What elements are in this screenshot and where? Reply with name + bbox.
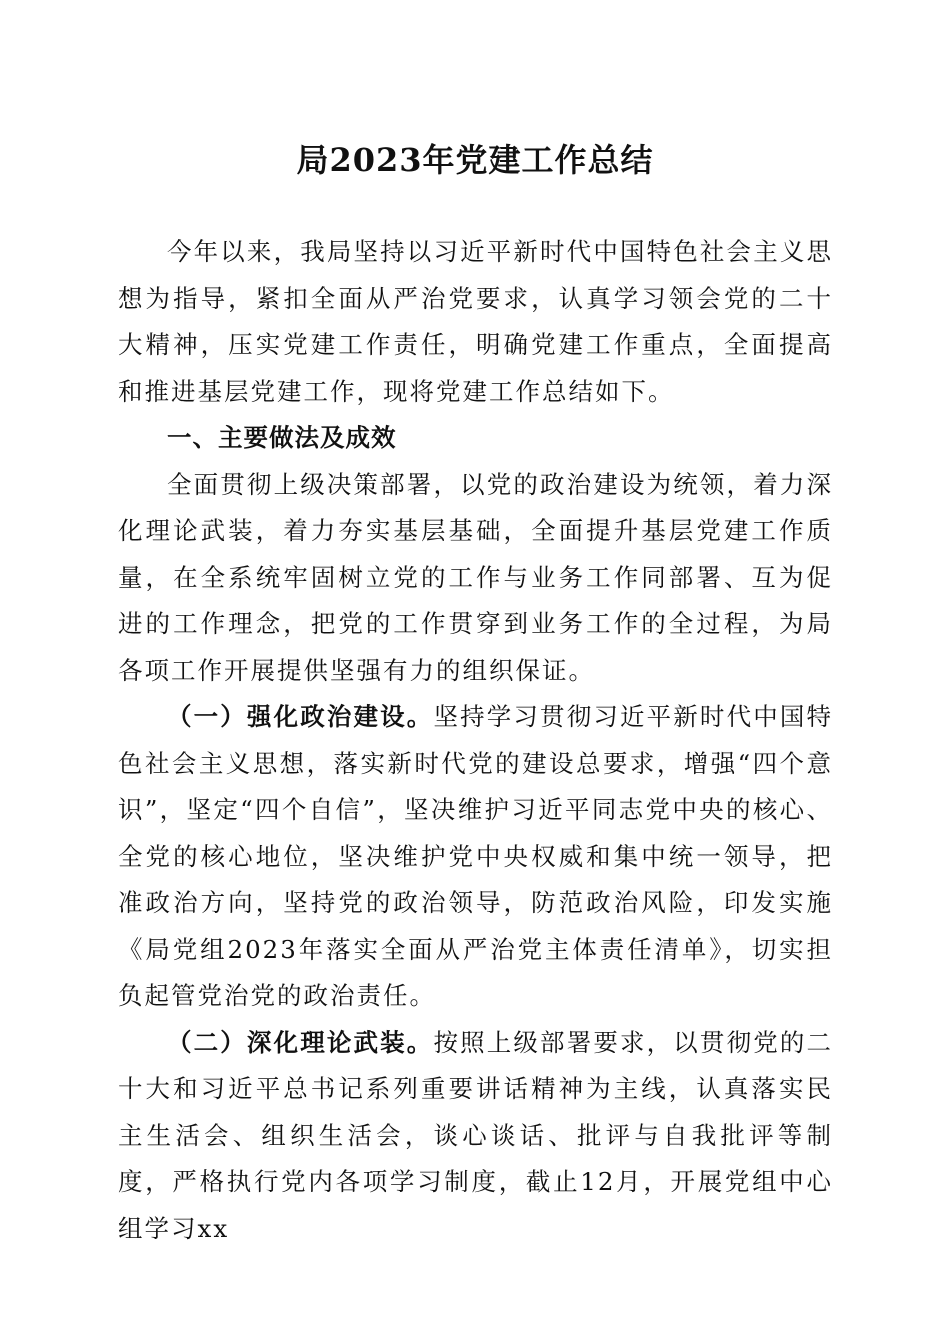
item-lead-theory: （二）深化理论武装。 <box>167 1027 434 1057</box>
item-text-theory: 按照上级部署要求，以贯彻党的二十大和习近平总书记系列重要讲话精神为主线，认真落实民主生活会、组织生活会，谈心谈话、批评与自我批评等制度，严格执行党内各项学习制度，截止12月，开展党组中心组学习xx <box>118 1027 834 1243</box>
item-paragraph-theory <box>118 1020 833 1253</box>
section-heading: 一、主要做法及成效 <box>167 423 397 452</box>
section-summary-paragraph: 全面贯彻上级决策部署，以党的政治建设为统领，着力深化理论武装，着力夯实基层基础，全面提升基层党建工作质量，在全系统牢固树立党的工作与业务工作同部署、互为促进的工作理念，把党的工作贯穿到业务工作的全过程，为局各项工作开展提供坚强有力的组织保证。 <box>118 469 833 685</box>
item-text-political: 坚持学习贯彻习近平新时代中国特色社会主义思想，落实新时代党的建设总要求，增强“四个意识”，坚定“四个自信”，坚决维护习近平同志党中央的核心、全党的核心地位，坚决维护党中央权威和集中统一领导，把准政治方向，坚持党的政治领导，防范政治风险，印发实施《局党组2023年落实全面从严治党主体责任清单》，切实担负起管党治党的政治责任。 <box>118 702 834 1010</box>
item-lead-political: （一）强化政治建设。 <box>167 702 434 731</box>
item-paragraph-political <box>118 694 833 1020</box>
intro-paragraph: 今年以来，我局坚持以习近平新时代中国特色社会主义思想为指导，紧扣全面从严治党要求，认真学习领会党的二十大精神，压实党建工作责任，明确党建工作重点，全面提高和推进基层党建工作，现将党建工作总结如下。 <box>118 237 833 406</box>
document-body <box>118 229 833 1252</box>
document-title: 局2023年党建工作总结 <box>296 141 654 179</box>
